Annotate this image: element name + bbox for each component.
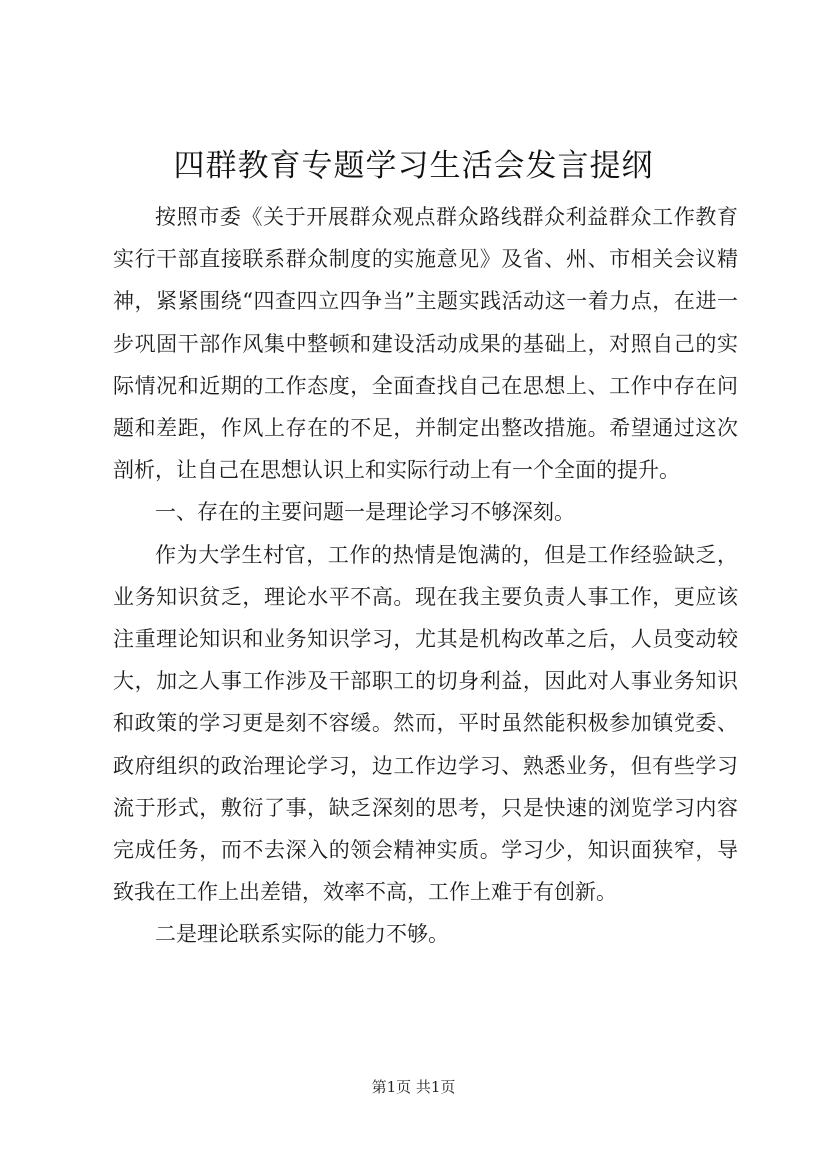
- paragraph-section-heading-1: 一、存在的主要问题一是理论学习不够深刻。: [155, 500, 575, 525]
- document-body: [113, 196, 738, 956]
- paragraph-section-heading-2: 二是理论联系实际的能力不够。: [155, 922, 449, 947]
- document-title: 四群教育专题学习生活会发言提纲: [173, 148, 654, 184]
- page-footer: [0, 1075, 827, 1099]
- paragraph-problem-detail: 作为大学生村官，工作的热情是饱满的，但是工作经验缺乏，业务知识贫乏，理论水平不高。现在我主要负责人事工作，更应该注重理论知识和业务知识学习，尤其是机构改革之后，人员变动较大，加之人事工作涉及干部职工的切身利益，因此对人事业务知识和政策的学习更是刻不容缓。然而，平时虽然能积极参加镇党委、政府组织的政治理论学习，边工作边学习、熟悉业务，但有些学习流于形式，敷衍了事，缺乏深刻的思考，只是快速的浏览学习内容完成任务，而不去深入的领会精神实质。学习少，知识面狭窄，导致我在工作上出差错，效率不高，工作上难于有创新。: [113, 542, 738, 905]
- paragraph-intro: 按照市委《关于开展群众观点群众路线群众利益群众工作教育实行干部直接联系群众制度的实施意见》及省、州、市相关会议精神，紧紧围绕“四查四立四争当”主题实践活动这一着力点，在进一步巩固干部作风集中整顿和建设活动成果的基础上，对照自己的实际情况和近期的工作态度，全面查找自己在思想上、工作中存在问题和差距，作风上存在的不足，并制定出整改措施。希望通过这次剖析，让自己在思想认识上和实际行动上有一个全面的提升。: [113, 205, 738, 483]
- page-number-label: 第1页 共1页: [371, 1078, 456, 1096]
